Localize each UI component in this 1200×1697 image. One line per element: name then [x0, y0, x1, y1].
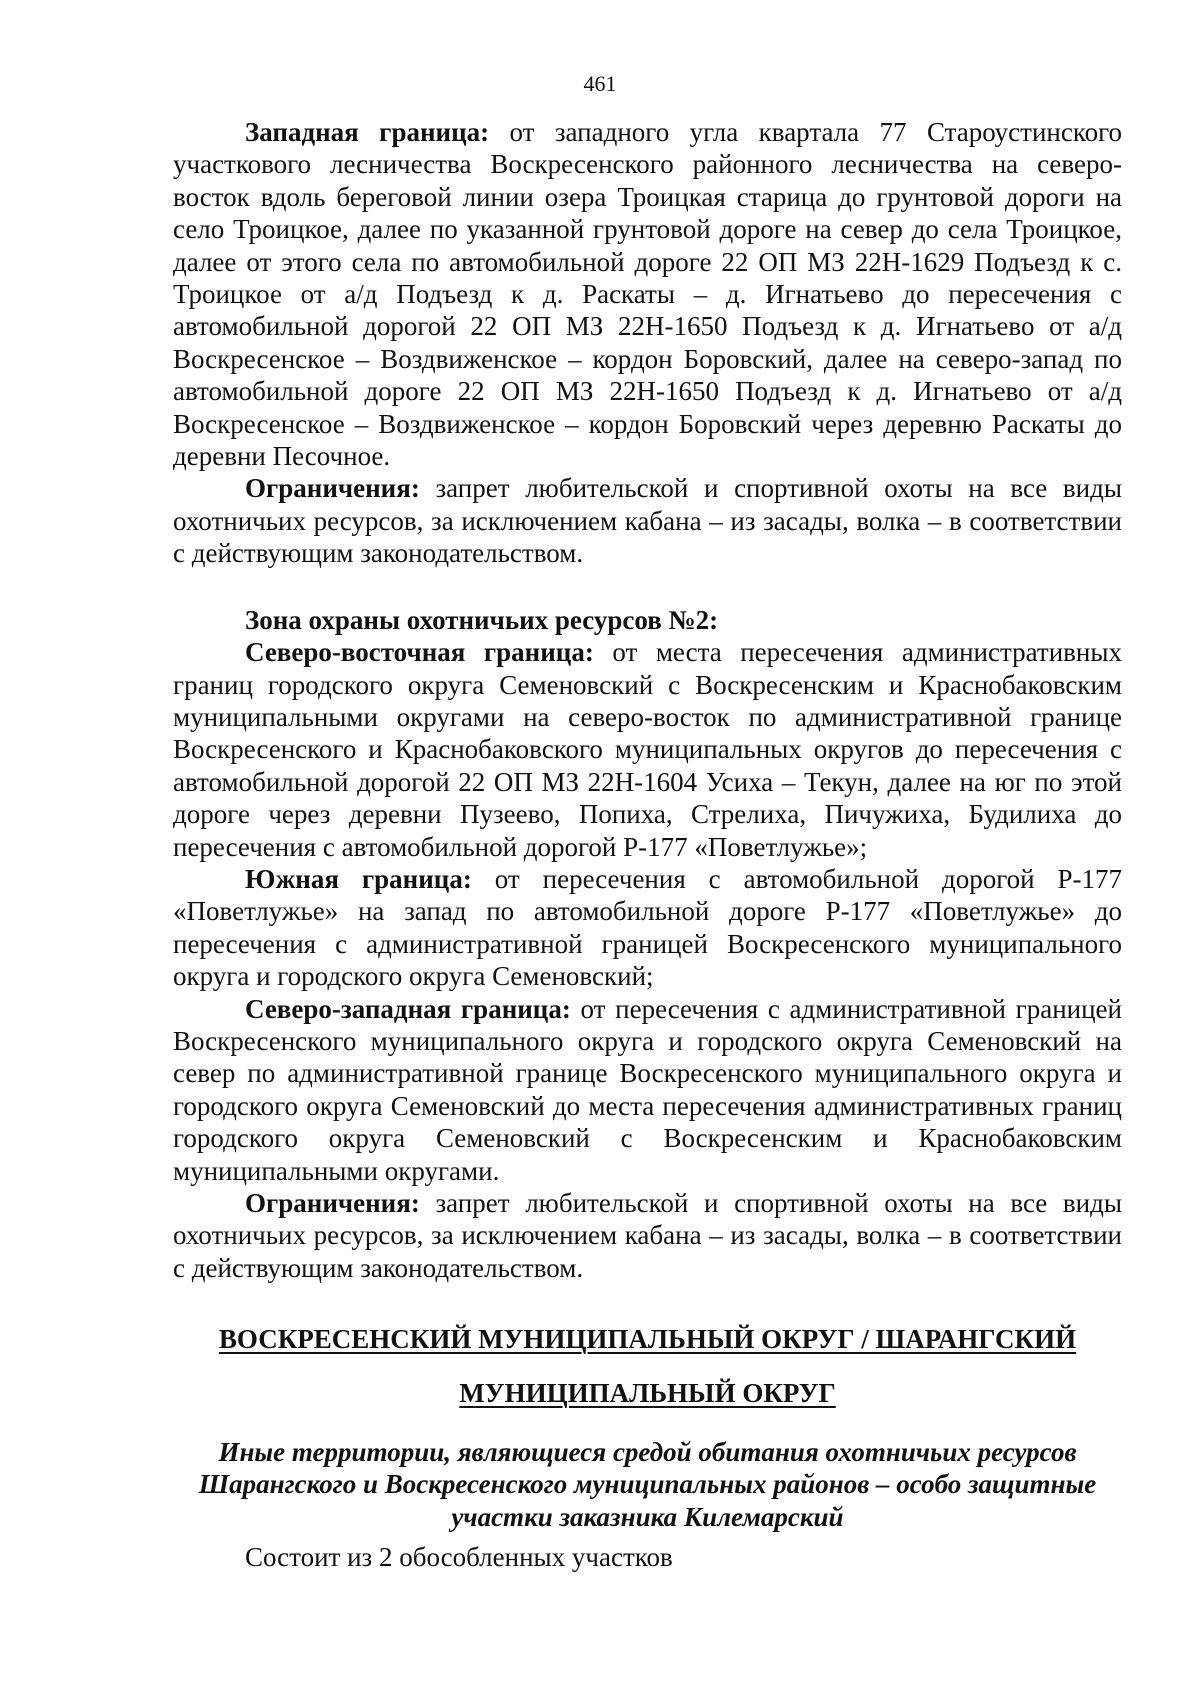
- restrictions-paragraph-2: [173, 1187, 1122, 1284]
- other-territories-heading: Иные территории, являющиеся средой обитания охотничьих ресурсов Шарангского и Воскресенского муниципальных районов – особо защитные участки заказника Килемарский: [198, 1437, 1097, 1532]
- body-text: [173, 116, 1122, 1284]
- south-boundary-label: Южная граница:: [245, 863, 472, 894]
- section-heading-line-2: МУНИЦИПАЛЬНЫЙ ОКРУГ: [459, 1378, 836, 1408]
- section-heading-line-1: ВОСКРЕСЕНСКИЙ МУНИЦИПАЛЬНЫЙ ОКРУГ / ШАРАНГСКИЙ: [218, 1324, 1077, 1354]
- northeast-boundary-paragraph: [173, 636, 1122, 863]
- section-heading: [173, 1312, 1122, 1420]
- northwest-boundary-label: Северо-западная граница:: [245, 993, 571, 1024]
- northwest-boundary-paragraph: [173, 993, 1122, 1187]
- page-number: 461: [583, 71, 617, 96]
- west-boundary-label: Западная граница:: [245, 117, 490, 147]
- northwest-boundary-text: от пересечения с административной границей Воскресенского муниципального округа и городского округа Семеновский на север по административной границе Воскресенского муниципального округа и городского округа Семеновский до места пересечения административных границ городского округа Семеновский с Воскресенским и Краснобаковским муниципальными округами.: [173, 993, 1122, 1186]
- restrictions-text-1: запрет любительской и спортивной охоты на все виды охотничьих ресурсов, за исключением кабана – из засады, волка – в соответствии с действующим законодательством.: [173, 473, 1122, 569]
- restrictions-label-2: Ограничения:: [245, 1188, 420, 1218]
- west-boundary-text: от западного угла квартала 77 Староустинского участкового лесничества Воскресенского районного лесничества на северо-восток вдоль береговой линии озера Троицкая старица до грунтовой дороги на село Троицкое, далее по указанной грунтовой дороге на север до села Троицкое, далее от этого села по автомобильной дороге 22 ОП МЗ 22Н-1629 Подъезд к с. Троицкое от а/д Подъезд к д. Раскаты – д. Игнатьево до пересечения с автомобильной дорогой 22 ОП МЗ 22Н-1650 Подъезд к д. Игнатьево от а/д Воскресенское – Воздвиженское – кордон Боровский, далее на северо-запад по автомобильной дороге 22 ОП МЗ 22Н-1650 Подъезд к д. Игнатьево от а/д Воскресенское – Воздвиженское – кордон Боровский через деревню Раскаты до деревни Песочное.: [173, 117, 1122, 472]
- consists-of-text: Состоит из 2 обособленных участков: [245, 1542, 673, 1572]
- west-boundary-paragraph: [173, 116, 1122, 472]
- northeast-boundary-text: от места пересечения административных границ городского округа Семеновский с Воскресенским и Краснобаковским муниципальными округами на северо-восток по административной границе Воскресенского и Краснобаковского муниципальных округов до пересечения с автомобильной дорогой 22 ОП МЗ 22Н-1604 Усиха – Текун, далее на юг по этой дороге через деревни Пузеево, Попиха, Стрелиха, Пичужиха, Будилиха до пересечения с автомобильной дорогой Р-177 «Поветлужье»;: [173, 637, 1122, 862]
- restrictions-label-1: Ограничения:: [245, 473, 420, 504]
- restrictions-text-2: запрет любительской и спортивной охоты на все виды охотничьих ресурсов, за исключением кабана – из засады, волка – в соответствии с действующим законодательством.: [173, 1188, 1122, 1283]
- south-boundary-text: от пересечения с автомобильной дорогой Р-177 «Поветлужье» на запад по автомобильной дороге Р-177 «Поветлужье» до пересечения с административной границей Воскресенского муниципального округа и городского округа Семеновский;: [173, 863, 1122, 992]
- south-boundary-paragraph: [173, 863, 1122, 993]
- northeast-boundary-label: Северо-восточная граница:: [245, 637, 594, 668]
- restrictions-paragraph-1: [173, 472, 1122, 569]
- zone-2-title: Зона охраны охотничьих ресурсов №2:: [245, 604, 719, 635]
